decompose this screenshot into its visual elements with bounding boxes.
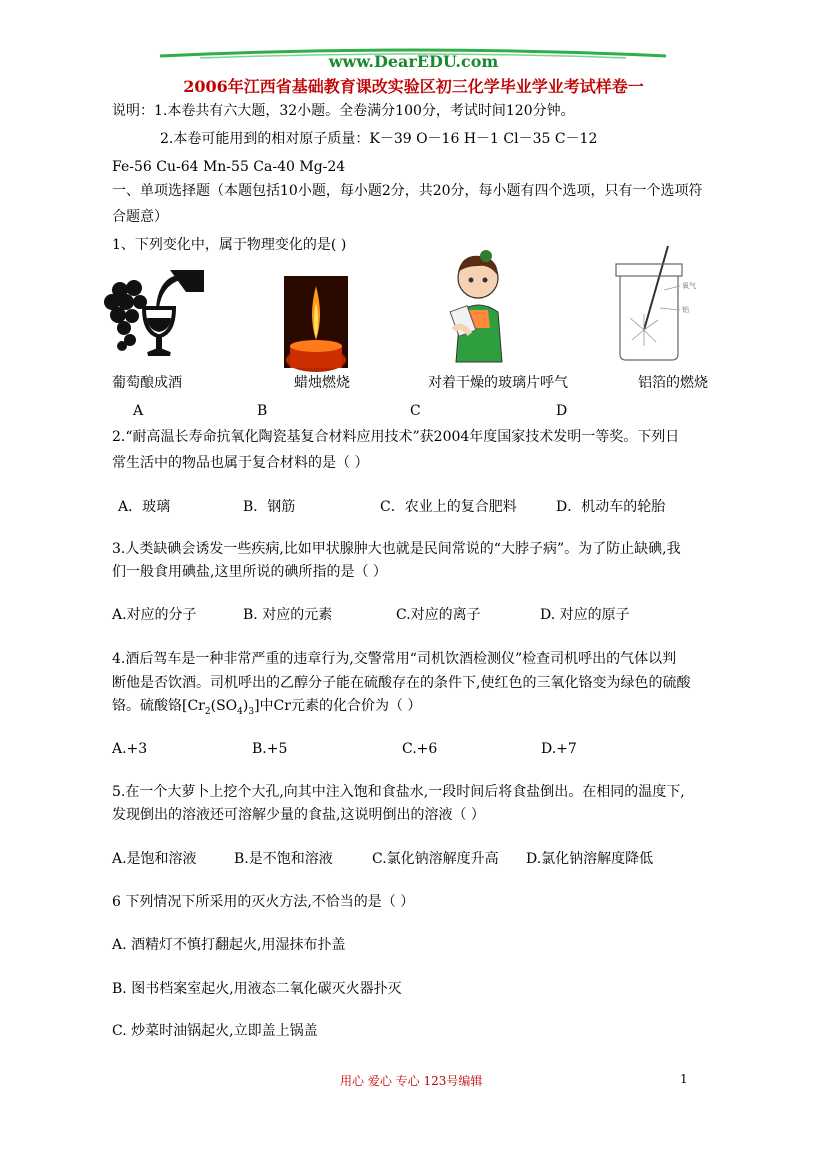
q4-option-b: B.+5 [252, 741, 288, 757]
grape-wine-pour-icon [100, 270, 210, 360]
intro-line-3: Fe-56 Cu-64 Mn-55 Ca-40 Mg-24 [112, 159, 346, 175]
question-3-line-2: 们一般食用碘盐,这里所说的碘所指的是（ ） [112, 564, 387, 580]
q2-option-a: A．玻璃 [118, 499, 171, 515]
section-heading-line-2: 合题意） [112, 209, 168, 225]
option-letter-d: D [556, 403, 568, 419]
q5-option-b: B.是不饱和溶液 [234, 851, 333, 867]
intro-line-2: 2.本卷可能用到的相对原子质量：K－39 O－16 H－1 Cl－35 C－12 [160, 131, 598, 147]
q6-option-a: A. 酒精灯不慎打翻起火,用湿抹布扑盖 [112, 937, 346, 953]
jar-label-aluminum: 铝 [682, 306, 689, 314]
q2-option-d: D．机动车的轮胎 [556, 499, 666, 515]
caption-c: 对着干燥的玻璃片呼气 [428, 375, 568, 391]
site-name: www.DearEDU.com [328, 52, 499, 71]
q4-option-c: C.+6 [402, 741, 438, 757]
q4-option-a: A.+3 [112, 741, 148, 757]
footer-slogan: 用心 爱心 专心 123号编辑 [340, 1074, 483, 1088]
candle-flame-icon [284, 276, 348, 368]
caption-a: 葡萄酿成酒 [112, 375, 182, 391]
option-letter-c: C [410, 403, 421, 419]
q2-option-b: B．钢筋 [243, 499, 296, 515]
question-2-line-1: 2.“耐高温长寿命抗氧化陶瓷基复合材料应用技术”获2004年度国家技术发明一等奖。下列日 [112, 429, 680, 445]
page-title: 2006年江西省基础教育课改实验区初三化学毕业学业考试样卷一 [183, 77, 644, 96]
q2-option-c: C．农业上的复合肥料 [380, 499, 517, 515]
section-heading-line-1: 一、单项选择题（本题包括10小题，每小题2分，共20分，每小题有四个选项，只有一个选项符 [112, 183, 703, 199]
caption-b: 蜡烛燃烧 [294, 375, 350, 391]
q5-option-d: D.氯化钠溶解度降低 [526, 851, 654, 867]
page-number: 1 [680, 1072, 688, 1086]
question-5-line-1: 5.在一个大萝卜上挖个大孔,向其中注入饱和食盐水,一段时间后将食盐倒出。在相同的温度下, [112, 784, 685, 800]
jar-aluminum-foil-icon [610, 246, 700, 366]
question-4-line-2: 断他是否饮酒。司机呼出的乙醇分子能在硫酸存在的条件下,使红色的三氧化铬变为绿色的硫酸 [112, 675, 691, 691]
q3-option-b: B. 对应的元素 [243, 607, 333, 623]
question-4-line-3: 铬。硫酸铬$[Cr_2(SO_4)_3]$中Cr元素的化合价为（ ） [112, 698, 422, 717]
q3-option-a: A.对应的分子 [112, 607, 197, 623]
girl-breathing-on-glass-icon [440, 250, 520, 370]
q3-option-d: D. 对应的原子 [540, 607, 630, 623]
caption-d: 铝箔的燃烧 [638, 375, 708, 391]
q5-option-a: A.是饱和溶液 [112, 851, 197, 867]
question-5-line-2: 发现倒出的溶液还可溶解少量的食盐,这说明倒出的溶液（ ） [112, 807, 485, 823]
question-6-stem: 6 下列情况下所采用的灭火方法,不恰当的是（ ） [112, 894, 415, 910]
q3-option-c: C.对应的离子 [396, 607, 481, 623]
intro-line-1: 说明：1.本卷共有六大题，32小题。全卷满分100分，考试时间120分钟。 [112, 103, 575, 119]
q4-option-d: D.+7 [541, 741, 577, 757]
q6-option-c: C. 炒菜时油锅起火,立即盖上锅盖 [112, 1023, 318, 1039]
question-1-stem: 1、下列变化中，属于物理变化的是( ) [112, 237, 347, 253]
question-4-line-1: 4.酒后驾车是一种非常严重的违章行为,交警常用“司机饮酒检测仪”检查司机呼出的气体以判 [112, 651, 677, 667]
jar-label-oxygen: 氧气 [682, 282, 696, 290]
q5-option-c: C.氯化钠溶解度升高 [372, 851, 499, 867]
option-letter-a: A [133, 403, 144, 419]
q6-option-b: B. 图书档案室起火,用液态二氧化碳灭火器扑灭 [112, 981, 402, 997]
option-letter-b: B [257, 403, 268, 419]
question-3-line-1: 3.人类缺碘会诱发一些疾病,比如甲状腺肿大也就是民间常说的“大脖子病”。为了防止缺碘,我 [112, 541, 681, 557]
question-2-line-2: 常生活中的物品也属于复合材料的是（ ） [112, 455, 369, 471]
